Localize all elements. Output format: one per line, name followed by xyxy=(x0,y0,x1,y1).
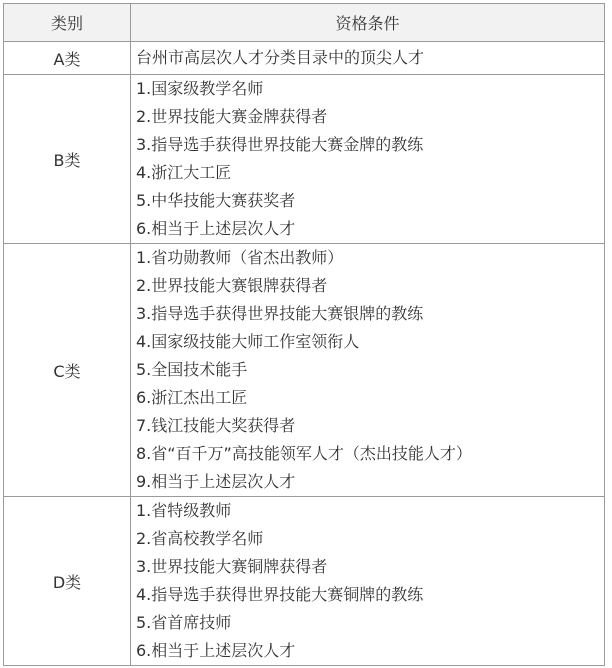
requirement-item: 3.指导选手获得世界技能大赛银牌的教练 xyxy=(136,304,424,323)
requirement-item: 5.全国技术能手 xyxy=(136,360,248,379)
requirement-item: 3.世界技能大赛铜牌获得者 xyxy=(136,557,328,576)
requirement-item: 6.相当于上述层次人才 xyxy=(136,641,296,660)
requirement-item: 7.钱江技能大奖获得者 xyxy=(136,416,296,435)
requirement-item: 4.指导选手获得世界技能大赛铜牌的教练 xyxy=(136,585,424,604)
requirement-item: 2.世界技能大赛银牌获得者 xyxy=(136,276,328,295)
requirement-item: 2.省高校教学名师 xyxy=(136,529,264,548)
requirement-item: 6.相当于上述层次人才 xyxy=(136,219,296,238)
table-row xyxy=(4,497,605,666)
table-row xyxy=(4,75,605,244)
requirements-cell xyxy=(131,497,605,666)
requirement-item: 1.国家级教学名师 xyxy=(136,79,264,98)
requirement-item: 2.世界技能大赛金牌获得者 xyxy=(136,107,328,126)
header-row xyxy=(4,4,605,42)
requirement-item: 4.浙江大工匠 xyxy=(136,163,232,182)
requirement-item: 3.指导选手获得世界技能大赛金牌的教练 xyxy=(136,135,424,154)
requirements-cell xyxy=(131,42,605,75)
requirement-item: 8.省“百千万”高技能领军人才（杰出技能人才） xyxy=(136,444,472,463)
table-row xyxy=(4,244,605,497)
header-requirements: 资格条件 xyxy=(131,4,605,42)
header-category: 类别 xyxy=(4,4,131,42)
category-cell: B类 xyxy=(4,75,131,244)
category-cell: C类 xyxy=(4,244,131,497)
qualification-table xyxy=(3,3,605,666)
requirement-item: 9.相当于上述层次人才 xyxy=(136,472,296,491)
requirement-item: 1.省功勋教师（省杰出教师） xyxy=(136,248,344,267)
requirement-item: 4.国家级技能大师工作室领衔人 xyxy=(136,332,360,351)
category-cell: A类 xyxy=(4,42,131,75)
requirement-item: 5.省首席技师 xyxy=(136,613,232,632)
category-cell: D类 xyxy=(4,497,131,666)
requirements-cell xyxy=(131,75,605,244)
requirement-item: 5.中华技能大赛获奖者 xyxy=(136,191,296,210)
requirement-item: 1.省特级教师 xyxy=(136,501,232,520)
requirements-cell xyxy=(131,244,605,497)
requirement-item: 台州市高层次人才分类目录中的顶尖人才 xyxy=(136,48,425,67)
requirement-item: 6.浙江杰出工匠 xyxy=(136,388,248,407)
table-row xyxy=(4,42,605,75)
